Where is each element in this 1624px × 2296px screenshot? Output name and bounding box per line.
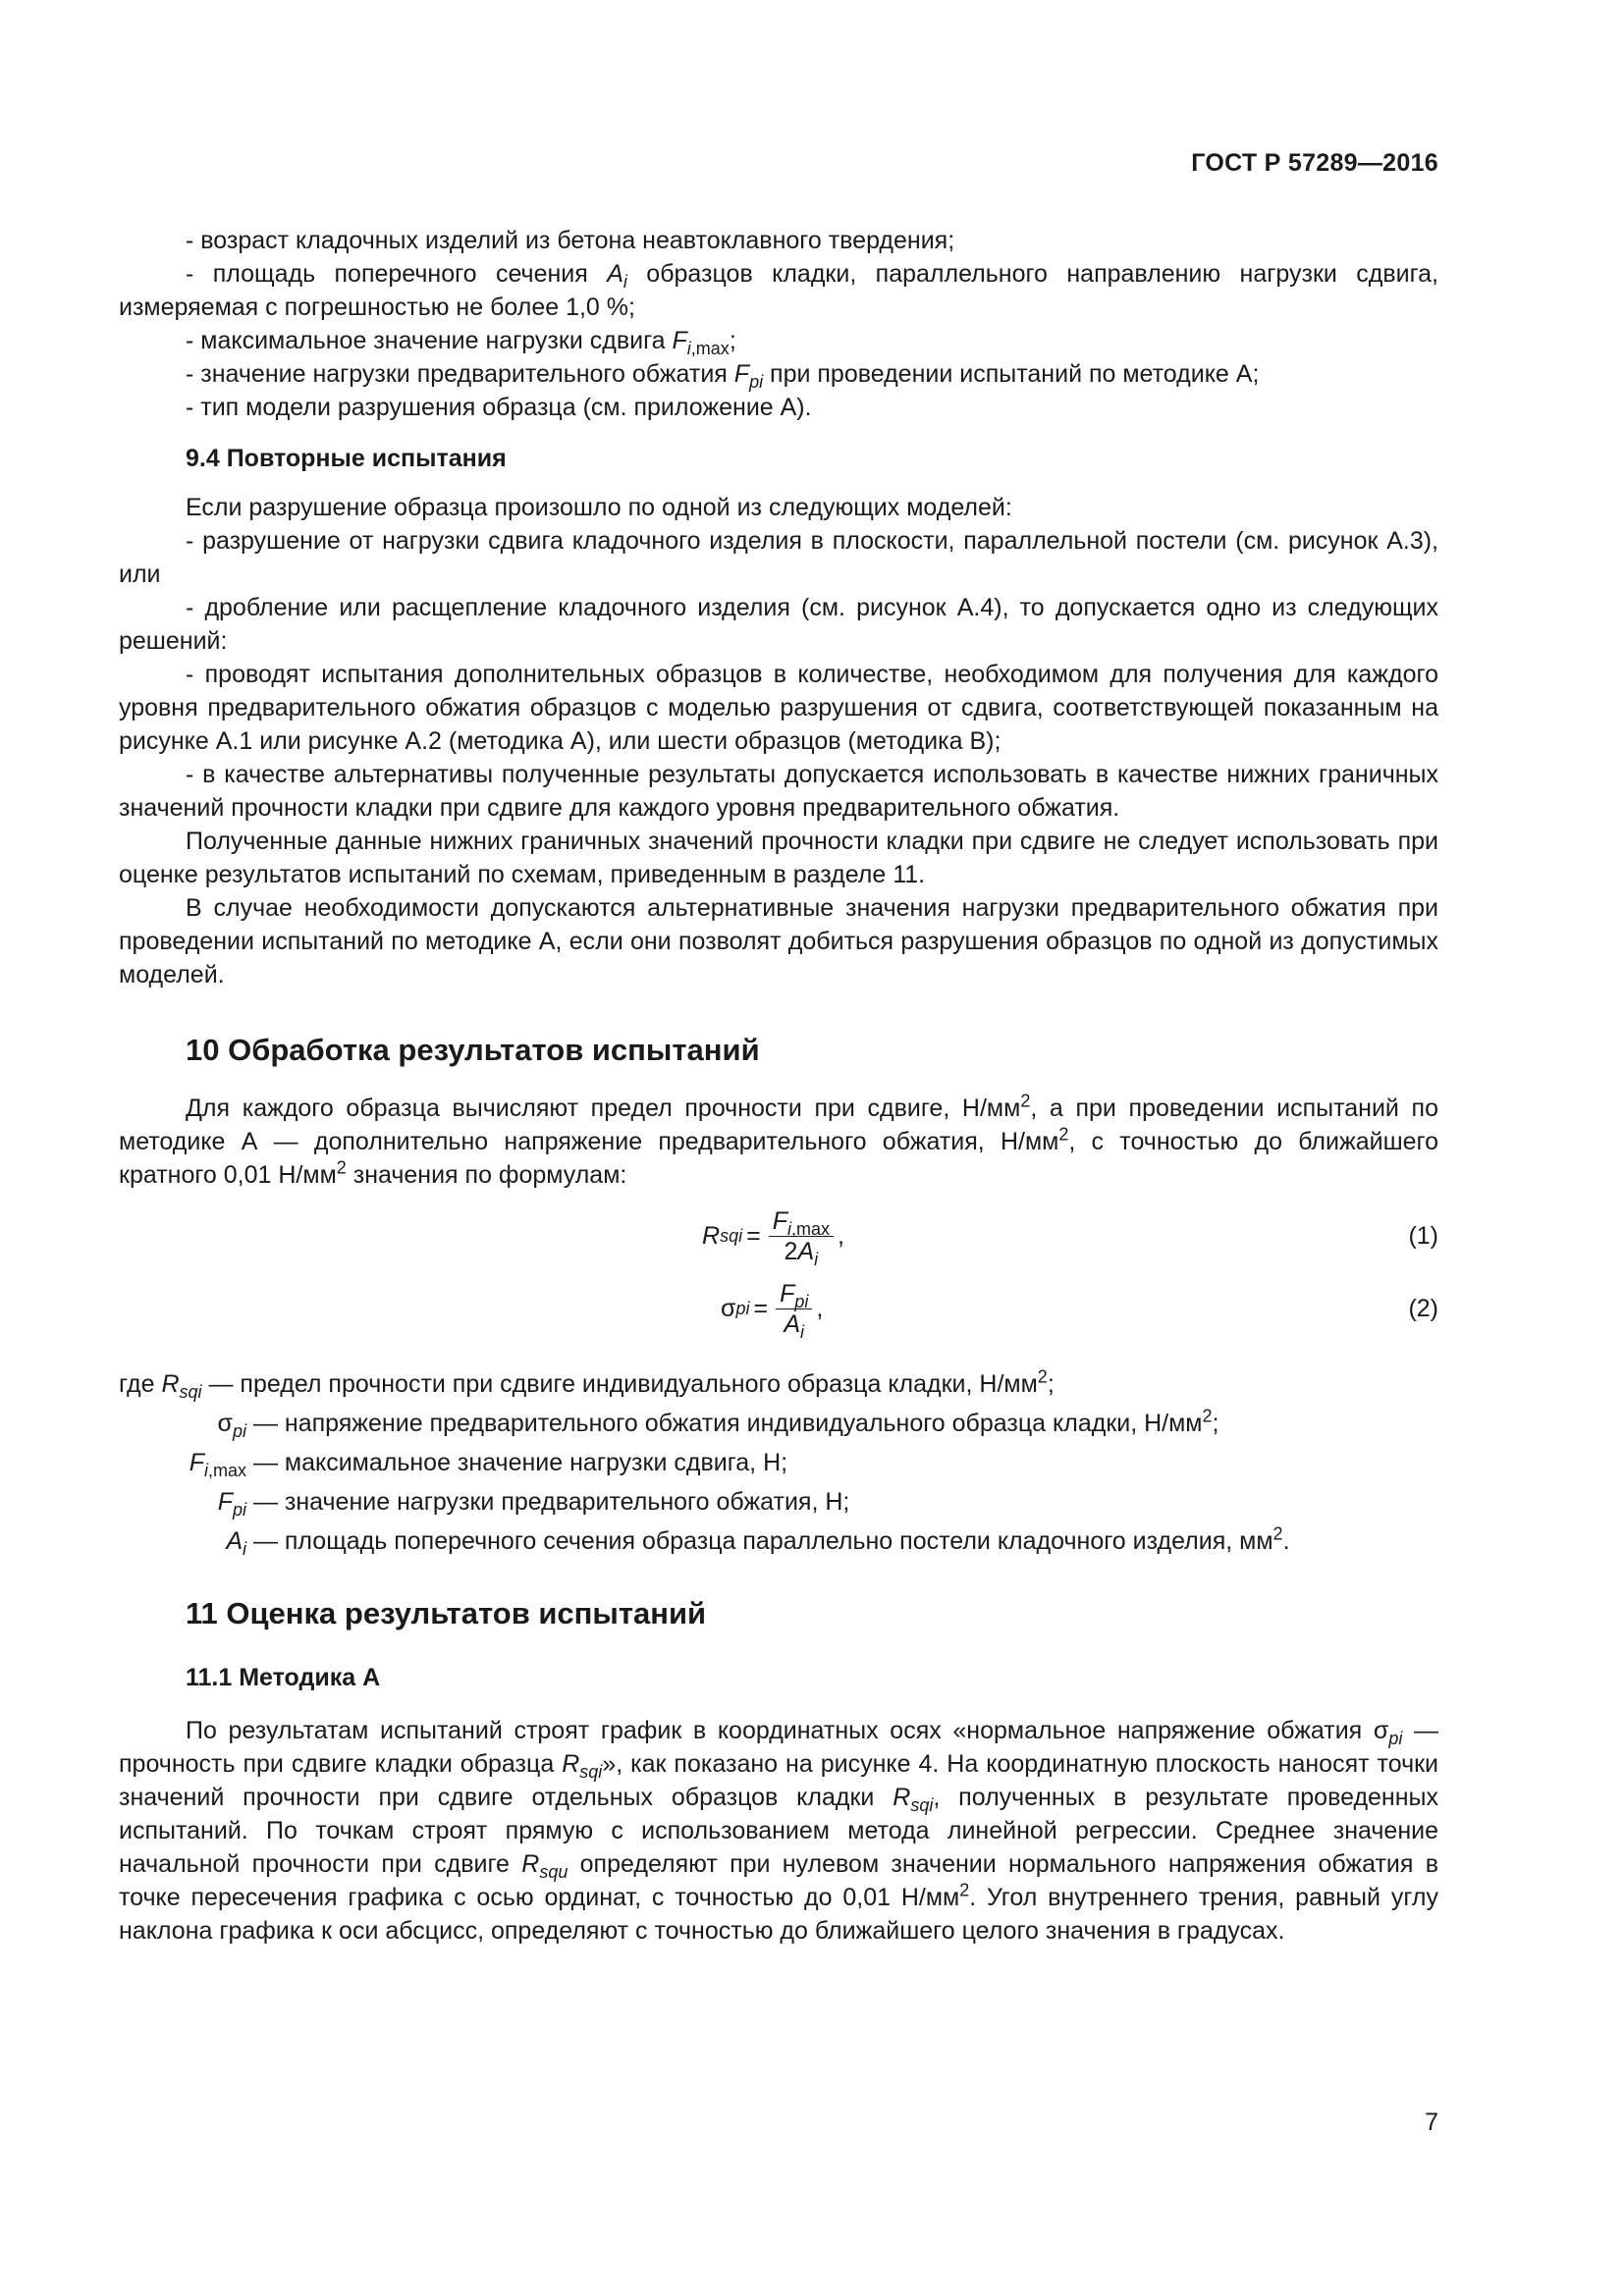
paragraph: В случае необходимости допускаются альтернативные значения нагрузки предварительного обжатия при проведении испытаний по методике А, если они позволят добиться разрушения образцов по одной из допустимых моделей. <box>119 894 1438 988</box>
where-item: $\sigma_{pi}$ — напряжение предварительного обжатия индивидуального образца кладки, $Н/мм^2$; <box>217 1406 1219 1441</box>
where-item: где $R_{sqi}$ — предел прочности при сдвиге индивидуального образца кладки, $Н/мм^2$; <box>119 1366 1055 1402</box>
page-content <box>119 224 1438 1948</box>
formula-number: (1) <box>1408 1222 1438 1250</box>
formula-1: R sqi = $\frac{F_{i,max}}{2A_i}$ , (1) <box>702 1206 1438 1269</box>
paragraph: - разрушение от нагрузки сдвига кладочного изделия в плоскости, параллельной постели (см. рисунок А.3), или <box>119 527 1438 588</box>
formula-number: (2) <box>1408 1295 1438 1322</box>
list-item: - площадь поперечного сечения $A_i$ образцов кладки, параллельного направлению нагрузки сдвига, измеряемая с погрешностью не более 1,0 %; <box>119 260 1439 321</box>
where-list <box>119 1364 1438 1561</box>
paragraph: - в качестве альтернативы полученные результаты допускается использовать в качестве нижних граничных значений прочности кладки при сдвиге для каждого уровня предварительного обжатия. <box>119 761 1438 822</box>
standard-code: ГОСТ Р 57289—2016 <box>1191 149 1438 177</box>
formula-2: σ pi = $\frac{F_{pi}}{A_i}$ , (2) <box>721 1279 1438 1342</box>
where-item: $A_i$ — площадь поперечного сечения образца параллельно постели кладочного изделия, $мм^2$. <box>226 1523 1290 1559</box>
page-number: 7 <box>1425 2109 1438 2136</box>
subsection-title: 11.1 Методика А <box>186 1664 381 1691</box>
subsection-title: 9.4 Повторные испытания <box>186 445 507 472</box>
section-title: 11 Оценка результатов испытаний <box>186 1596 707 1630</box>
section-title: 10 Обработка результатов испытаний <box>186 1033 760 1067</box>
list-item: - значение нагрузки предварительного обжатия $F_{pi}$ при проведении испытаний по методике А; <box>186 360 1260 392</box>
paragraph: По результатам испытаний строят график в координатных осях «нормальное напряжение обжатия $\sigma_{pi}$ — прочность при сдвиге кладки образца $R_{sqi}$», как показано на рисунке 4. На координатную плоскость наносят точки значений прочности при сдвиге отдельных образцов кладки $R_{sqi}$, полученных в результате проведенных испытаний. По точкам строят прямую с использованием метода линейной регрессии. Среднее значение начальной прочности при сдвиге $R_{squ}$ определяют при нулевом значении нормального напряжения обжатия в точке пересечения графика с осью ординат, с точностью до 0,01 $Н/мм^2$. Угол внутреннего трения, равный углу наклона графика к оси абсцисс, определяют с точностью до ближайшего целого значения в градусах. <box>119 1717 1439 1945</box>
list-item: - тип модели разрушения образца (см. приложение А). <box>186 394 812 421</box>
paragraph: - дробление или расщепление кладочного изделия (см. рисунок А.4), то допускается одно из следующих решений: <box>119 594 1438 655</box>
where-item: $F_{pi}$ — значение нагрузки предварительного обжатия, Н; <box>217 1488 850 1520</box>
list-item: - возраст кладочных изделий из бетона неавтоклавного твердения; <box>186 227 955 254</box>
list-item: - максимальное значение нагрузки сдвига $F_{i,max}$; <box>186 327 736 358</box>
paragraph: Если разрушение образца произошло по одной из следующих моделей: <box>186 494 1012 521</box>
paragraph: - проводят испытания дополнительных образцов в количестве, необходимом для получения для каждого уровня предварительного обжатия образцов с моделью разрушения от сдвига, соответствующей показанным на рисунке А.1 или рисунке А.2 (методика А), или шести образцов (методика В); <box>119 661 1438 755</box>
where-item: $F_{i,max}$ — максимальное значение нагрузки сдвига, Н; <box>189 1449 788 1480</box>
paragraph: Полученные данные нижних граничных значений прочности кладки при сдвиге не следует использовать при оценке результатов испытаний по схемам, приведенным в разделе 11. <box>119 828 1438 888</box>
paragraph: Для каждого образца вычисляют предел прочности при сдвиге, $Н/мм^2$, а при проведении испытаний по методике А — дополнительно напряжение предварительного обжатия, $Н/мм^2$, с точностью до ближайшего кратного 0,01 $Н/мм^2$ значения по формулам: <box>119 1091 1438 1189</box>
